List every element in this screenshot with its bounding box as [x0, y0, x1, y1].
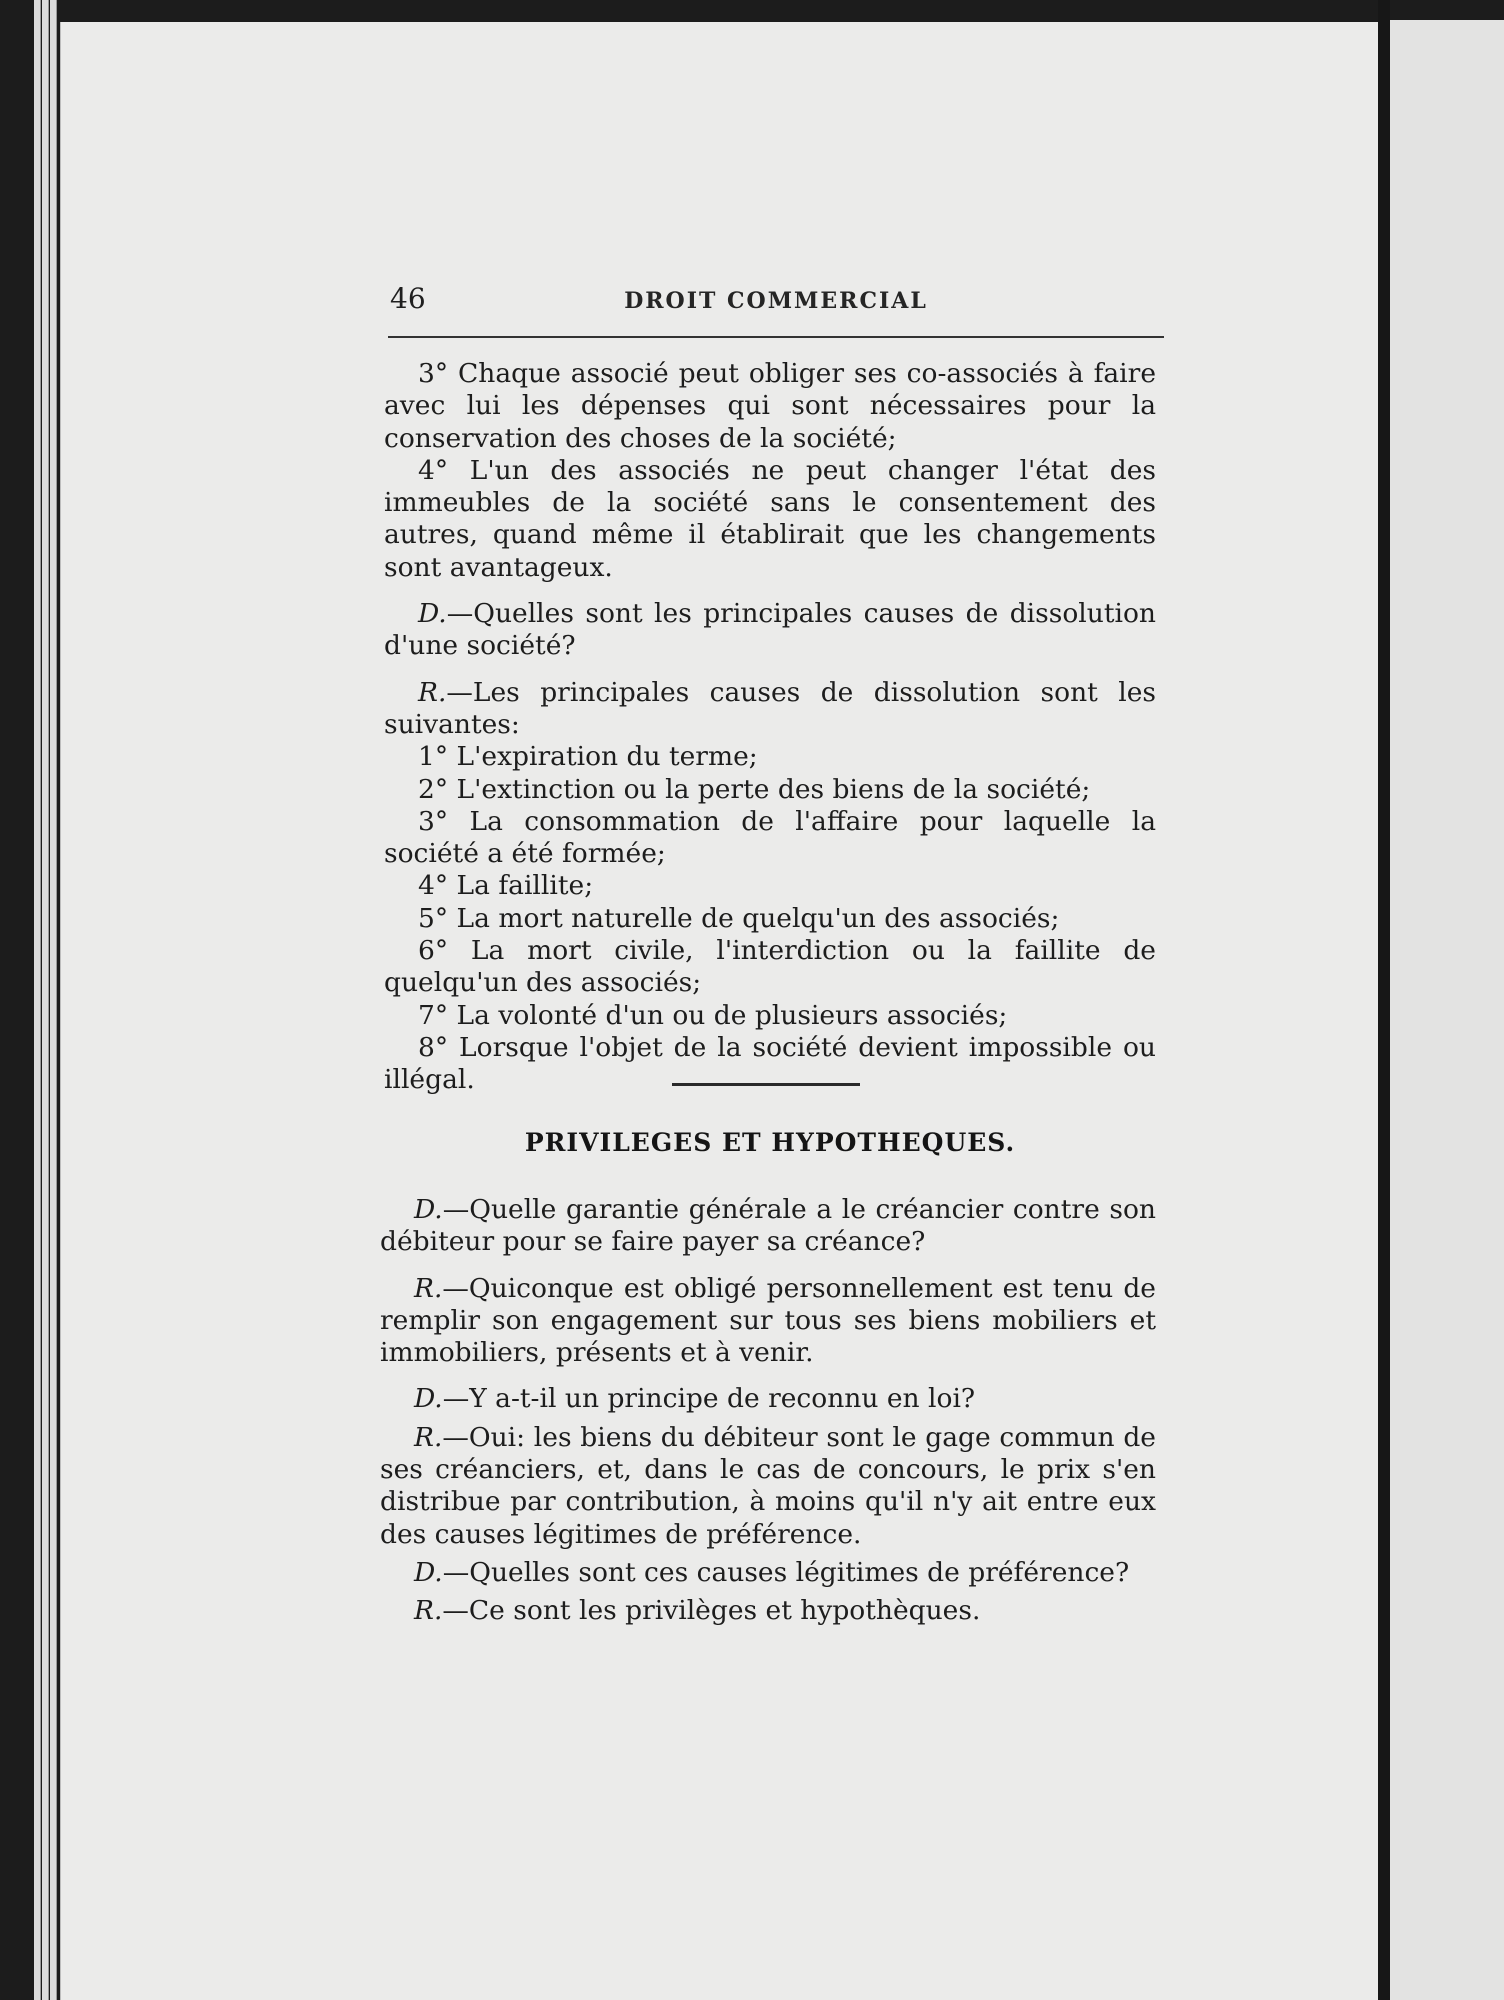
question-label: D.	[418, 598, 447, 630]
question-label: D.	[414, 1194, 443, 1225]
answer	[380, 1595, 1156, 1627]
paragraph: 3° Chaque associé peut obliger ses co-associés à faire avec lui les dépenses qui sont nécessaires pour la conservation des choses de la société;	[384, 358, 1156, 454]
question-label: D.	[414, 1383, 443, 1415]
cause-item: 5° La mort naturelle de quelqu'un des associés;	[418, 902, 1060, 934]
question-text: —Quelle garantie générale a le créancier contre son débiteur pour se faire payer sa créance?	[380, 1194, 1156, 1258]
running-title: DROIT COMMERCIAL	[624, 288, 928, 314]
answer	[384, 677, 1156, 742]
text-column	[384, 358, 1156, 1097]
cause-item: 8° Lorsque l'objet de la société devient impossible ou illégal.	[384, 1031, 1156, 1096]
question	[384, 598, 1156, 663]
question	[380, 1194, 1156, 1259]
gutter-shadow	[1378, 0, 1390, 2000]
section-title: PRIVILEGES ET HYPOTHEQUES.	[524, 1128, 1016, 1157]
page-number: 46	[390, 282, 426, 315]
cause-item: 2° L'extinction ou la perte des biens de la société;	[418, 773, 1091, 805]
question-label: D.	[414, 1556, 443, 1588]
facing-page-edge	[1390, 20, 1504, 2000]
section-text-column	[380, 1180, 1156, 1628]
page-edge	[42, 0, 49, 2000]
question-text: —Quelles sont les principales causes de dissolution d'une société?	[384, 598, 1156, 662]
answer-label: R.	[418, 676, 447, 708]
page-edge	[50, 0, 57, 2000]
section-divider	[672, 1083, 860, 1086]
question	[380, 1557, 1156, 1589]
page-edge	[34, 0, 41, 2000]
page-header	[390, 282, 1162, 322]
paragraph: 4° L'un des associés ne peut changer l'état des immeubles de la société sans le consentement des autres, quand même il établirait que les changements sont avantageux.	[384, 454, 1156, 583]
answer-label: R.	[414, 1595, 443, 1627]
answer-text: —Quiconque est obligé personnellement est tenu de remplir son engagement sur tous ses biens mobiliers et immobiliers, présents et à venir.	[380, 1272, 1156, 1369]
cause-item: 6° La mort civile, l'interdiction ou la faillite de quelqu'un des associés;	[384, 935, 1156, 999]
cause-item: 3° La consommation de l'affaire pour laquelle la société a été formée;	[384, 805, 1156, 870]
answer-label: R.	[414, 1272, 443, 1304]
question-text: —Quelles sont ces causes légitimes de préférence?	[442, 1556, 1130, 1588]
answer-text: —Oui: les biens du débiteur sont le gage commun de ses créanciers, et, dans le cas de concours, le prix s'en distribue par contribution, à moins qu'il n'y ait entre eux des causes légitimes de préférence.	[380, 1421, 1156, 1550]
answer-label: R.	[414, 1421, 443, 1453]
answer	[380, 1422, 1156, 1551]
header-rule	[388, 336, 1164, 338]
cause-item: 4° La faillite;	[418, 870, 594, 902]
question	[380, 1383, 1156, 1415]
cause-item: 1° L'expiration du terme;	[418, 741, 758, 773]
cause-item: 7° La volonté d'un ou de plusieurs associés;	[418, 999, 1008, 1031]
question-text: —Y a-t-il un principe de reconnu en loi?	[442, 1383, 976, 1415]
answer	[380, 1273, 1156, 1370]
answer-text: —Ce sont les privilèges et hypothèques.	[442, 1595, 981, 1627]
answer-text: —Les principales causes de dissolution sont les suivantes:	[384, 676, 1156, 740]
